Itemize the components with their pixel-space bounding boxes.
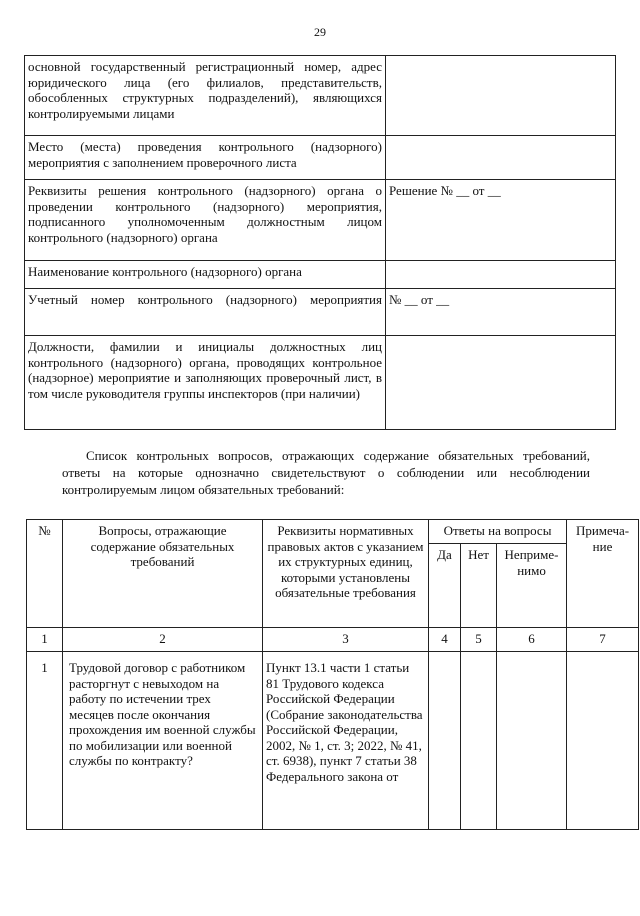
column-number: 5 bbox=[461, 628, 497, 652]
info-label-registration-number: Учетный номер контрольного (надзорного) мероприятия bbox=[25, 289, 386, 336]
info-label-inspectors: Должности, фамилии и инициалы должностных лиц контрольного (надзорного) органа, проводящих контрольное (надзорное) мероприятие и заполняющих проверочный лист, в том числе руководителя группы инспекторов (при наличии) bbox=[25, 336, 386, 430]
column-number: 1 bbox=[27, 628, 63, 652]
info-label-authority-name: Наименование контрольного (надзорного) органа bbox=[25, 261, 386, 289]
answer-yes-cell[interactable] bbox=[429, 652, 461, 830]
header-not-applicable: Непримe-нимо bbox=[497, 544, 567, 628]
page-number: 29 bbox=[314, 25, 326, 39]
info-value-location[interactable] bbox=[386, 136, 616, 180]
answer-not-applicable-cell[interactable] bbox=[497, 652, 567, 830]
checklist-question-row bbox=[27, 652, 639, 830]
note-cell[interactable] bbox=[567, 652, 639, 830]
info-table bbox=[24, 55, 616, 430]
info-value-inspectors[interactable] bbox=[386, 336, 616, 430]
info-row bbox=[25, 136, 616, 180]
info-row bbox=[25, 289, 616, 336]
checklist-intro: Список контрольных вопросов, отражающих содержание обязательных требований, ответы на которые однозначно свидетельствуют о соблюдении или несоблюдении контролируемым лицом обязательных требований: bbox=[62, 448, 590, 497]
question-number: 1 bbox=[27, 652, 63, 830]
info-row bbox=[25, 261, 616, 289]
info-label-decision: Реквизиты решения контрольного (надзорного) органа о проведении контрольного (надзорного) мероприятия, подписанного уполномоченным должностным лицом контрольного (надзорного) органа bbox=[25, 180, 386, 261]
header-no: Нет bbox=[461, 544, 497, 628]
column-number: 6 bbox=[497, 628, 567, 652]
column-numbers-row bbox=[27, 628, 639, 652]
info-row bbox=[25, 56, 616, 136]
answer-no-cell[interactable] bbox=[461, 652, 497, 830]
column-number: 7 bbox=[567, 628, 639, 652]
header-questions: Вопросы, отражающие содержание обязательных требований bbox=[63, 520, 263, 628]
info-label-location: Место (места) проведения контрольного (надзорного) мероприятия с заполнением проверочного листа bbox=[25, 136, 386, 180]
info-value-registration-number[interactable]: № __ от __ bbox=[386, 289, 616, 336]
checklist-table bbox=[26, 519, 639, 830]
header-yes: Да bbox=[429, 544, 461, 628]
header-answers: Ответы на вопросы bbox=[429, 520, 567, 544]
info-value-decision[interactable]: Решение № __ от __ bbox=[386, 180, 616, 261]
question-requisites: Пункт 13.1 части 1 статьи 81 Трудового кодекса Российской Федерации (Собрание законодательства Российской Федерации, 2002, № 1, ст. 3; 2022, № 41, ст. 6938), пункт 7 статьи 38 Федерального закона от bbox=[263, 652, 429, 830]
header-requisites: Реквизиты нормативных правовых актов с указанием их структурных единиц, которыми установлены обязательные требования bbox=[263, 520, 429, 628]
info-row bbox=[25, 180, 616, 261]
info-value-ogrn-address[interactable] bbox=[386, 56, 616, 136]
column-number: 2 bbox=[63, 628, 263, 652]
header-note: Примеча-ние bbox=[567, 520, 639, 628]
question-text: Трудовой договор с работником расторгнут с невыходом на работу по истечении трех месяцев после окончания прохождения им военной службы по мобилизации или военной службы по контракту? bbox=[63, 652, 263, 830]
column-number: 3 bbox=[263, 628, 429, 652]
column-number: 4 bbox=[429, 628, 461, 652]
info-row bbox=[25, 336, 616, 430]
info-value-authority-name[interactable] bbox=[386, 261, 616, 289]
header-row bbox=[27, 520, 639, 544]
info-label-ogrn-address: основной государственный регистрационный номер, адрес юридического лица (его филиалов, представительств, обособленных структурных подразделений), являющихся контролируемыми лицами bbox=[25, 56, 386, 136]
header-num: № bbox=[27, 520, 63, 628]
